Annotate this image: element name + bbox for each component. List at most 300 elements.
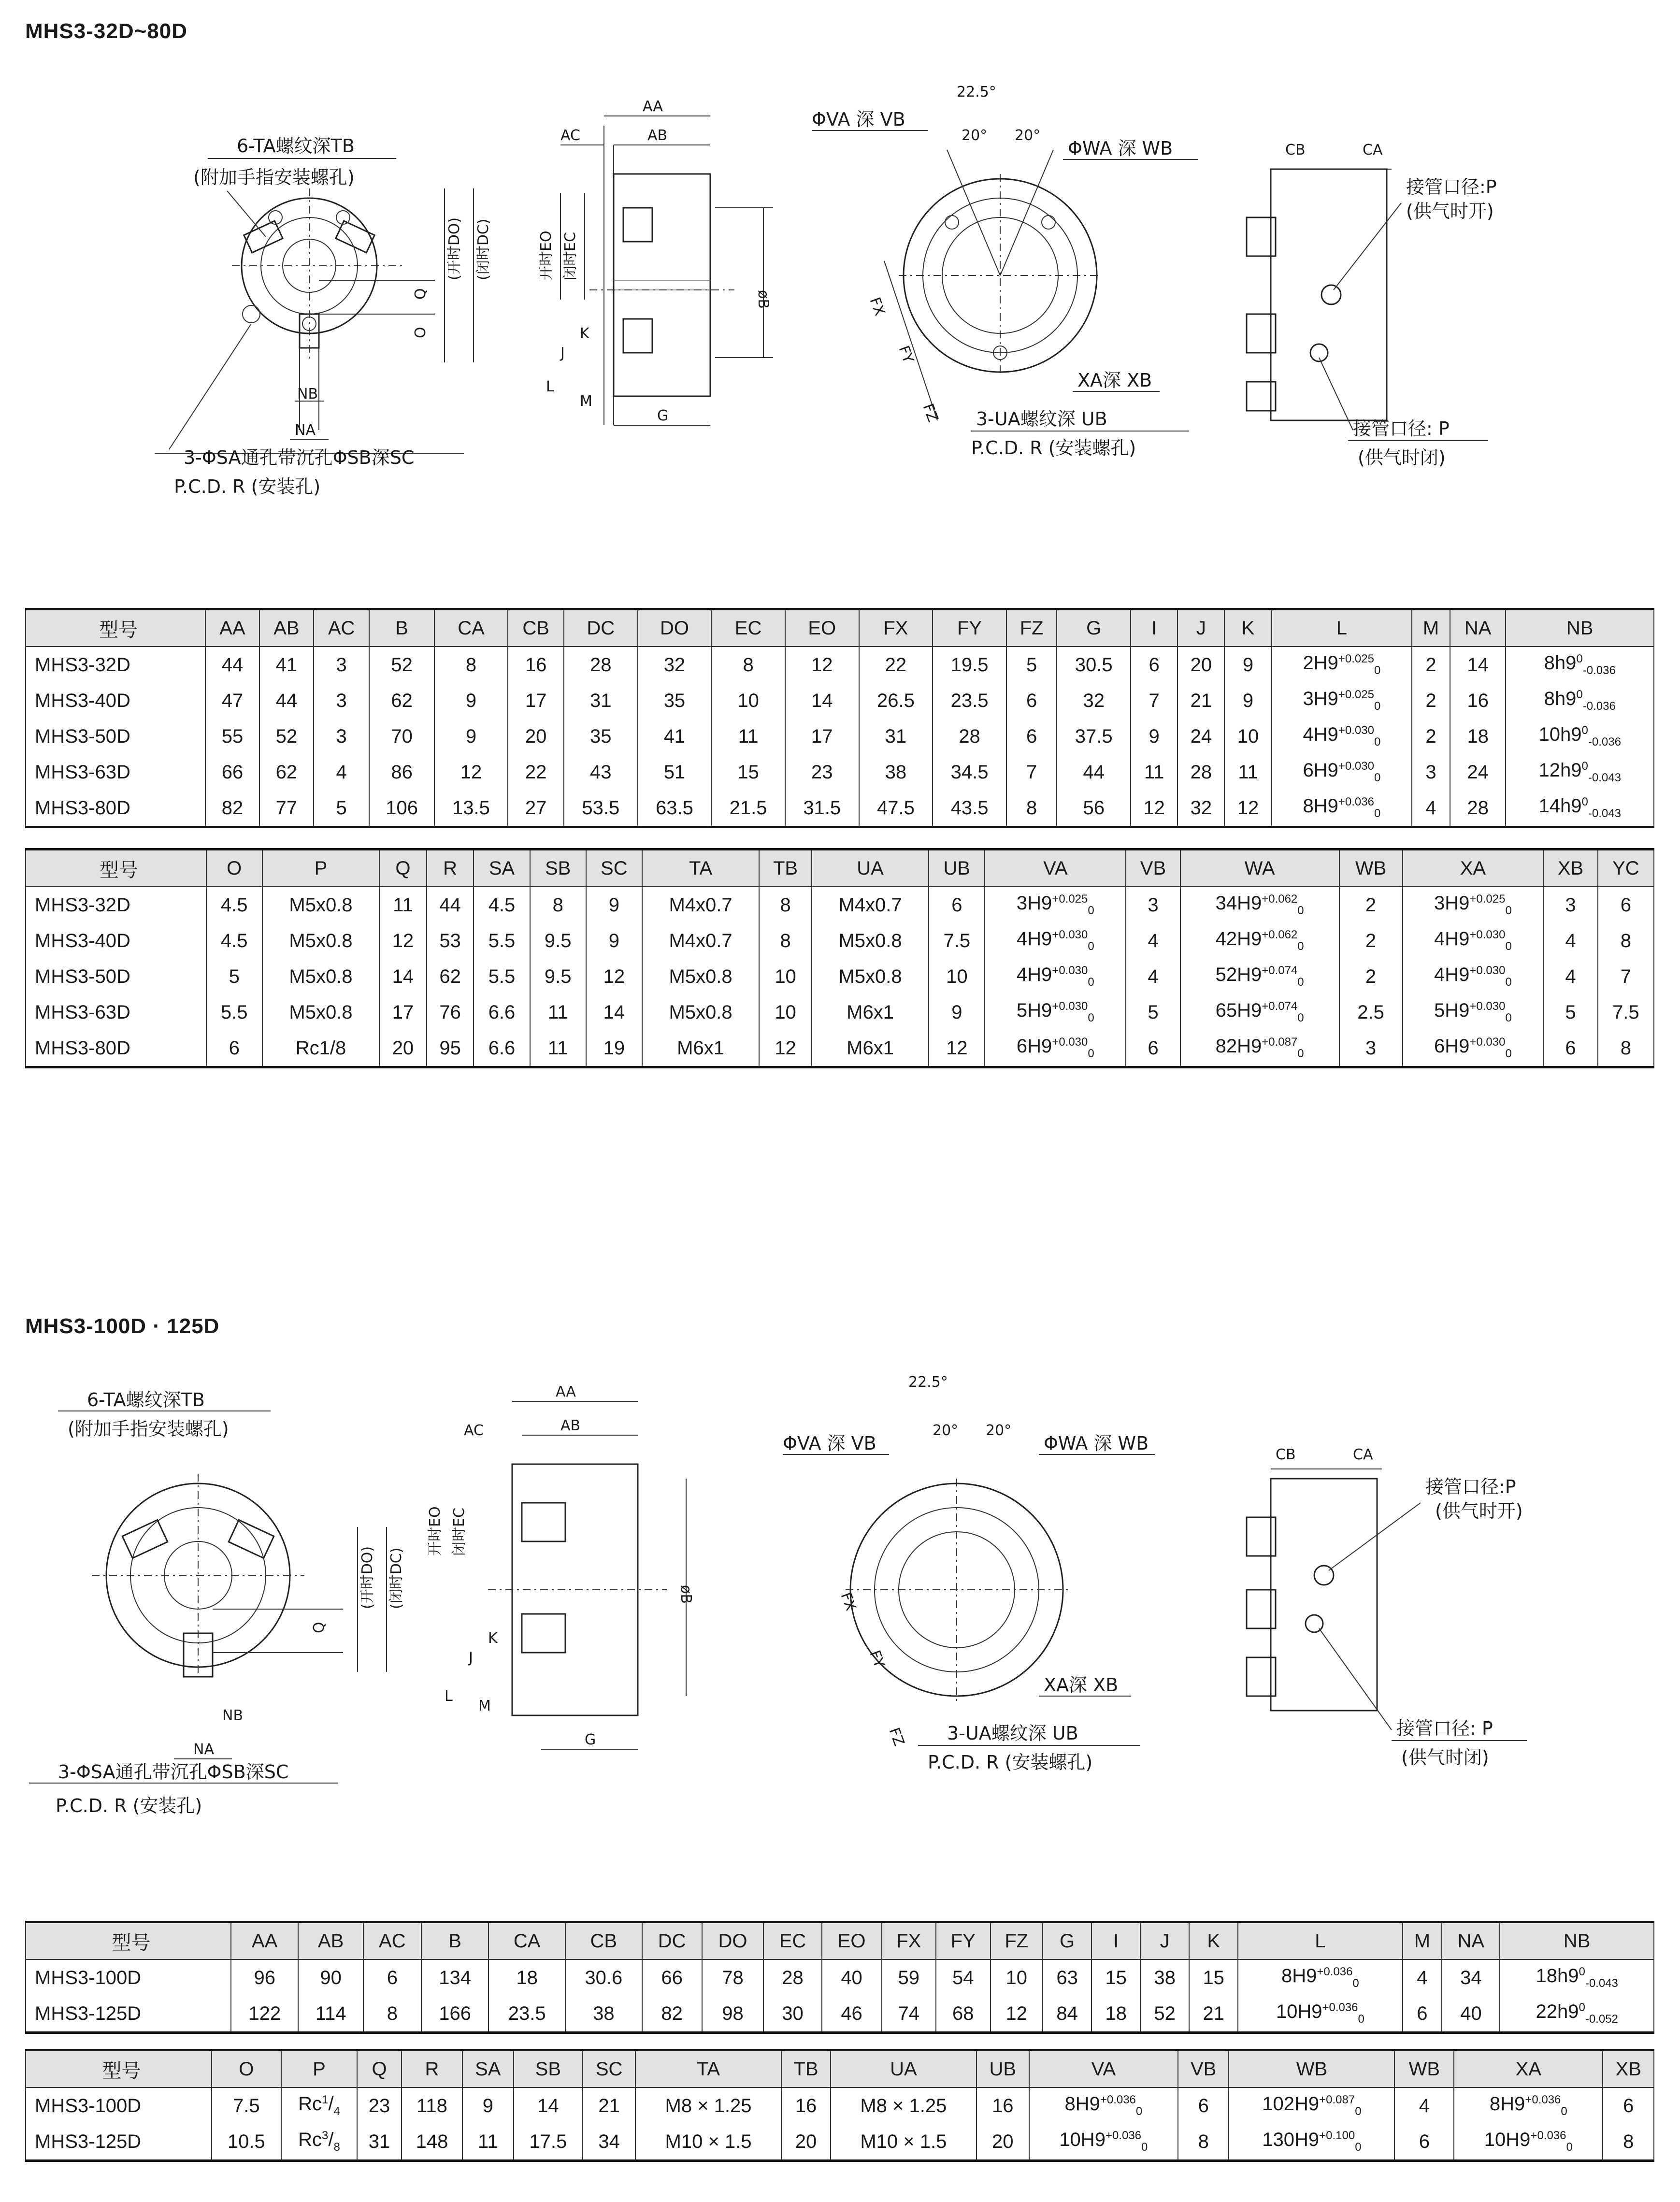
fy-cell: 23.5	[933, 683, 1006, 719]
fy-cell: 68	[936, 1996, 990, 2033]
nb-base: 8h9	[1544, 688, 1577, 709]
na-label: NA	[295, 422, 316, 439]
k-cell: 9	[1224, 647, 1271, 683]
g-cell: 30.5	[1057, 647, 1131, 683]
sa-cell: 4.5	[474, 887, 530, 923]
column-header: NA	[1442, 1922, 1500, 1960]
ub-cell: 12	[929, 1030, 985, 1067]
wa-cell	[1229, 2087, 1394, 2124]
va-base: 8H9	[1064, 2093, 1100, 2115]
model-cell: MHS3-125D	[26, 2124, 212, 2161]
va-lower: 0	[1088, 940, 1094, 953]
p-base: Rc	[298, 2093, 322, 2115]
va-lower: 0	[1088, 1011, 1094, 1024]
column-header: DO	[638, 609, 712, 647]
column-header: SC	[586, 849, 642, 887]
ac-cell: 6	[363, 1959, 421, 1996]
m-label-2: M	[478, 1698, 491, 1714]
do-cell: 41	[638, 719, 712, 754]
l-base: 2H9	[1303, 652, 1338, 674]
ca-label-2: CA	[1353, 1446, 1373, 1463]
p-denominator: 4	[333, 2105, 340, 2118]
p-denominator: 8	[333, 2141, 340, 2154]
column-header: XA	[1454, 2050, 1603, 2088]
o-cell: 10.5	[212, 2124, 281, 2161]
table-row	[26, 790, 1654, 827]
model-cell: MHS3-63D	[26, 994, 206, 1030]
column-header: UA	[812, 849, 929, 887]
k-label: K	[580, 325, 589, 342]
ta-cell: M5x0.8	[642, 994, 759, 1030]
nb-upper: 0	[1581, 760, 1588, 773]
column-header: SA	[462, 2050, 513, 2088]
section-title: MHS3-32D~80D	[25, 19, 188, 43]
o-cell: 4.5	[206, 887, 262, 923]
column-header: O	[206, 849, 262, 887]
wa-base: 52H9	[1215, 964, 1262, 985]
port-open-note-2: (供气时开)	[1435, 1500, 1523, 1522]
yc-cell: 8	[1598, 923, 1654, 959]
wa-lower: 0	[1355, 2105, 1362, 2118]
vb-cell: 4	[1126, 923, 1180, 959]
column-header: I	[1131, 609, 1177, 647]
dc-label-2: (闭时DC)	[388, 1547, 405, 1609]
nb-cell	[1506, 754, 1654, 790]
r-cell: 118	[402, 2087, 462, 2124]
sa-cell: 6.6	[474, 1030, 530, 1067]
table-row	[26, 719, 1654, 754]
fz-cell: 6	[1006, 719, 1057, 754]
column-header: R	[427, 849, 474, 887]
va-upper: +0.036	[1100, 2093, 1136, 2106]
column-header: SB	[530, 849, 586, 887]
nb-lower: -0.043	[1588, 771, 1621, 784]
p-numerator: 3	[322, 2129, 329, 2142]
wa-base: 65H9	[1215, 1000, 1262, 1021]
fx-cell: 22	[859, 647, 933, 683]
port-open-note: (供气时开)	[1406, 201, 1494, 222]
l-lower: 0	[1374, 771, 1381, 784]
ec-cell: 11	[711, 719, 785, 754]
nb-upper: 0	[1579, 2001, 1585, 2014]
va-upper: +0.036	[1105, 2129, 1142, 2142]
dc-cell: 28	[564, 647, 638, 683]
b-cell: 106	[369, 790, 434, 827]
table-row	[26, 1959, 1654, 1996]
ua-cell: M6x1	[812, 1030, 929, 1067]
p-cell: M5x0.8	[262, 923, 379, 959]
tb-cell: 10	[759, 994, 812, 1030]
spec-table-1	[25, 608, 1654, 828]
column-header: FY	[933, 609, 1006, 647]
wa-upper: +0.062	[1262, 892, 1298, 906]
m-cell: 3	[1412, 754, 1450, 790]
q-cell: 23	[357, 2087, 402, 2124]
angle-20a-label: 20°	[962, 127, 988, 144]
angle-20b-label-2: 20°	[986, 1422, 1012, 1439]
xa-cell	[1403, 923, 1544, 959]
side-view-drawing-2	[416, 1382, 715, 1769]
column-header: P	[262, 849, 379, 887]
ab-cell: 44	[259, 683, 314, 719]
ab-cell: 77	[259, 790, 314, 827]
wa-cell	[1180, 1030, 1339, 1067]
eo-label-2: 开时EO	[427, 1506, 444, 1556]
wa-upper: +0.087	[1319, 2093, 1355, 2106]
rear-pcd-label: P.C.D. R (安装螺孔)	[971, 437, 1136, 459]
eo-label: 开时EO	[538, 230, 555, 280]
nb-base: 8h9	[1544, 652, 1577, 674]
wa-cell	[1180, 994, 1339, 1030]
va-cell	[985, 1030, 1126, 1067]
k-label-2: K	[488, 1630, 498, 1647]
xa-base: 6H9	[1434, 1036, 1470, 1057]
column-header: B	[421, 1922, 488, 1960]
va-base: 3H9	[1016, 892, 1052, 914]
fy-label-2: FY	[866, 1648, 888, 1670]
column-header: DC	[564, 609, 638, 647]
va-label: ΦVA 深 VB	[812, 109, 905, 130]
nb-upper: 0	[1576, 652, 1583, 665]
ta-note-label-2: (附加手指安装螺孔)	[68, 1418, 229, 1439]
sa-cell: 9	[462, 2087, 513, 2124]
ca-cell: 9	[434, 683, 508, 719]
l-upper: +0.036	[1317, 1965, 1353, 1978]
sa-cell: 5.5	[474, 923, 530, 959]
sc-cell: 19	[586, 1030, 642, 1067]
r-cell: 53	[427, 923, 474, 959]
fz-label: FZ	[919, 401, 942, 425]
fx-cell: 47.5	[859, 790, 933, 827]
m-cell: 2	[1412, 719, 1450, 754]
table-row	[26, 2087, 1654, 2124]
column-header: G	[1057, 609, 1131, 647]
wa-base: 82H9	[1215, 1036, 1262, 1057]
b-cell: 52	[369, 647, 434, 683]
column-header: J	[1140, 1922, 1189, 1960]
column-header: AA	[231, 1922, 298, 1960]
l-upper: +0.036	[1322, 2001, 1358, 2014]
column-header: UA	[831, 2050, 976, 2088]
fz-label-2: FZ	[885, 1725, 908, 1749]
wa-upper: +0.074	[1262, 1000, 1298, 1013]
xa-upper: +0.030	[1469, 1036, 1506, 1049]
i-cell: 7	[1131, 683, 1177, 719]
fz-cell: 10	[991, 1959, 1043, 1996]
column-header: K	[1189, 1922, 1238, 1960]
ca-cell: 8	[434, 647, 508, 683]
column-header: M	[1412, 609, 1450, 647]
xa-label: XA深 XB	[1077, 370, 1152, 391]
nb-base: 12h9	[1538, 760, 1582, 781]
xa-cell	[1454, 2124, 1603, 2161]
xa-base: 3H9	[1434, 892, 1470, 914]
va-lower: 0	[1088, 976, 1094, 989]
j-cell: 20	[1177, 647, 1224, 683]
vb-cell: 4	[1126, 959, 1180, 994]
sa-label-2: 3-ΦSA通孔带沉孔ΦSB深SC	[58, 1761, 289, 1783]
g-cell: 32	[1057, 683, 1131, 719]
column-header: XA	[1403, 849, 1544, 887]
spec-table-3	[25, 1921, 1654, 2034]
nb-label: NB	[297, 386, 318, 403]
q-cell: 12	[379, 923, 427, 959]
va-cell	[985, 994, 1126, 1030]
va-cell	[1029, 2087, 1178, 2124]
wa-base: 130H9	[1262, 2129, 1320, 2150]
column-header: 型号	[26, 849, 206, 887]
table-row	[26, 994, 1654, 1030]
wa-lower: 0	[1355, 2141, 1362, 2154]
p-cell: $Rc^3/_8$	[281, 2124, 358, 2161]
xa-lower: 0	[1566, 2141, 1573, 2154]
angle-20a-label-2: 20°	[933, 1422, 959, 1439]
xa-lower: 0	[1505, 940, 1512, 953]
ca-cell: 12	[434, 754, 508, 790]
l-base: 10H9	[1276, 2001, 1322, 2022]
q-label-2: Q	[311, 1622, 328, 1633]
vb-cell: 6	[1178, 2087, 1229, 2124]
q-cell: 17	[379, 994, 427, 1030]
tb-cell: 10	[759, 959, 812, 994]
va-lower: 0	[1141, 2141, 1148, 2154]
l-cell	[1238, 1996, 1402, 2033]
column-header: XB	[1543, 849, 1597, 887]
ab-cell: 114	[298, 1996, 363, 2033]
ta-label-2: 6-TA螺纹深TB	[87, 1389, 205, 1410]
ab-cell: 62	[259, 754, 314, 790]
column-header: Q	[379, 849, 427, 887]
ec-cell: 21.5	[711, 790, 785, 827]
sc-cell: 9	[586, 887, 642, 923]
fx-cell: 31	[859, 719, 933, 754]
nb-cell	[1506, 790, 1654, 827]
l-lower: 0	[1374, 735, 1381, 748]
va-cell	[985, 959, 1126, 994]
column-header: CB	[508, 609, 564, 647]
o-cell: 4.5	[206, 923, 262, 959]
fx-label: FX	[866, 295, 889, 318]
column-header: 型号	[26, 1922, 231, 1960]
xa-lower: 0	[1561, 2105, 1567, 2118]
q-cell: 31	[357, 2124, 402, 2161]
xa-lower: 0	[1505, 976, 1512, 989]
r-cell: 76	[427, 994, 474, 1030]
nb-lower: -0.036	[1588, 735, 1621, 748]
ub-cell: 20	[976, 2124, 1029, 2161]
wb-cell: 6	[1394, 2124, 1454, 2161]
ca-cell: 9	[434, 719, 508, 754]
g-cell: 44	[1057, 754, 1131, 790]
p-numerator: 1	[322, 2093, 329, 2106]
ta-cell: M4x0.7	[642, 887, 759, 923]
ec-cell: 8	[711, 647, 785, 683]
va-lower: 0	[1088, 1047, 1094, 1060]
g-cell: 56	[1057, 790, 1131, 827]
l-label-2: L	[445, 1688, 453, 1705]
column-header: L	[1238, 1922, 1402, 1960]
do-cell: 63.5	[638, 790, 712, 827]
l-lower: 0	[1374, 700, 1381, 713]
l-lower: 0	[1374, 807, 1381, 820]
xa-cell	[1403, 959, 1544, 994]
wa-base: 102H9	[1262, 2093, 1320, 2115]
sb-cell: 8	[530, 887, 586, 923]
do-cell: 35	[638, 683, 712, 719]
l-cell	[1272, 719, 1412, 754]
xa-cell	[1403, 994, 1544, 1030]
column-header: TB	[781, 2050, 831, 2088]
l-cell	[1272, 754, 1412, 790]
angle-225-label: 22.5°	[957, 84, 996, 101]
ec-label-2: 闭时EC	[451, 1508, 468, 1556]
xa-upper: +0.030	[1469, 1000, 1506, 1013]
j-cell: 21	[1177, 683, 1224, 719]
l-lower: 0	[1374, 664, 1381, 677]
nb-lower: -0.036	[1582, 664, 1616, 677]
ab-cell: 41	[259, 647, 314, 683]
model-cell: MHS3-40D	[26, 923, 206, 959]
o-label: O	[412, 327, 429, 338]
nb-base: 22h9	[1536, 2001, 1579, 2022]
wa-label-2: ΦWA 深 WB	[1044, 1433, 1149, 1454]
model-cell: MHS3-40D	[26, 683, 205, 719]
column-header: FZ	[1006, 609, 1057, 647]
sc-cell: 21	[583, 2087, 635, 2124]
k-cell: 21	[1189, 1996, 1238, 2033]
column-header: XB	[1603, 2050, 1654, 2088]
tb-cell: 12	[759, 1030, 812, 1067]
l-base: 8H9	[1303, 795, 1338, 817]
wa-cell	[1180, 923, 1339, 959]
va-base: 10H9	[1059, 2129, 1106, 2150]
ta-cell: M6x1	[642, 1030, 759, 1067]
column-header: UB	[976, 2050, 1029, 2088]
ua-cell: M10 × 1.5	[831, 2124, 976, 2161]
fx-cell: 59	[882, 1959, 936, 1996]
l-upper: +0.025	[1338, 688, 1374, 701]
k-cell: 9	[1224, 683, 1271, 719]
j-cell: 52	[1140, 1996, 1189, 2033]
r-cell: 95	[427, 1030, 474, 1067]
xa-upper: +0.036	[1530, 2129, 1566, 2142]
va-cell	[1029, 2124, 1178, 2161]
column-header: EC	[711, 609, 785, 647]
nb-cell	[1506, 647, 1654, 683]
fz-cell: 8	[1006, 790, 1057, 827]
port-close-label: 接管口径: P	[1353, 418, 1450, 439]
xb-cell: 6	[1543, 1030, 1597, 1067]
l-base: 8H9	[1281, 1965, 1317, 1986]
ua-cell: M5x0.8	[812, 959, 929, 994]
ta-cell: M4x0.7	[642, 923, 759, 959]
xa-label-2: XA深 XB	[1044, 1674, 1119, 1696]
vb-cell: 5	[1126, 994, 1180, 1030]
column-header: VB	[1178, 2050, 1229, 2088]
port-close-label-2: 接管口径: P	[1396, 1718, 1493, 1739]
l-base: 4H9	[1303, 724, 1338, 745]
va-base: 4H9	[1016, 964, 1052, 985]
k-cell: 12	[1224, 790, 1271, 827]
r-cell: 62	[427, 959, 474, 994]
column-header: VA	[985, 849, 1126, 887]
na-cell: 14	[1450, 647, 1506, 683]
i-cell: 12	[1131, 790, 1177, 827]
b-cell: 70	[369, 719, 434, 754]
column-header: SC	[583, 2050, 635, 2088]
column-header: NB	[1500, 1922, 1654, 1960]
column-header: FY	[936, 1922, 990, 1960]
dc-cell: 35	[564, 719, 638, 754]
ec-cell: 10	[711, 683, 785, 719]
wa-cell	[1229, 2124, 1394, 2161]
va-base: 5H9	[1016, 1000, 1052, 1021]
wa-upper: +0.062	[1262, 928, 1298, 941]
tb-cell: 8	[759, 923, 812, 959]
o-cell: 5	[206, 959, 262, 994]
xb-cell: 6	[1603, 2087, 1654, 2124]
ca-cell: 13.5	[434, 790, 508, 827]
column-header: WA	[1180, 849, 1339, 887]
l-cell	[1272, 683, 1412, 719]
front-view-drawing	[155, 130, 503, 507]
p-cell: Rc1/8	[262, 1030, 379, 1067]
aa-cell: 66	[205, 754, 259, 790]
o-cell: 6	[206, 1030, 262, 1067]
j-cell: 38	[1140, 1959, 1189, 1996]
q-cell: 11	[379, 887, 427, 923]
g-label: G	[657, 407, 669, 424]
wa-cell	[1180, 959, 1339, 994]
column-header: M	[1403, 1922, 1442, 1960]
spec-table-2	[25, 848, 1654, 1068]
xa-cell	[1454, 2087, 1603, 2124]
p-cell: M5x0.8	[262, 887, 379, 923]
wb-cell: 3	[1339, 1030, 1403, 1067]
l-cell	[1272, 790, 1412, 827]
p-cell: M5x0.8	[262, 994, 379, 1030]
do-label: (开时DO)	[446, 217, 463, 280]
column-header: WB	[1394, 2050, 1454, 2088]
table-row	[26, 1030, 1654, 1067]
column-header: K	[1224, 609, 1271, 647]
sb-cell: 9.5	[530, 923, 586, 959]
sc-cell: 12	[586, 959, 642, 994]
q-label: Q	[412, 288, 429, 300]
m-cell: 2	[1412, 647, 1450, 683]
model-cell: MHS3-80D	[26, 1030, 206, 1067]
ta-cell: M5x0.8	[642, 959, 759, 994]
column-header: DO	[702, 1922, 764, 1960]
ec-cell: 28	[763, 1959, 821, 1996]
column-header: VB	[1126, 849, 1180, 887]
model-cell: MHS3-100D	[26, 1959, 231, 1996]
ac-cell: 3	[314, 647, 370, 683]
wa-upper: +0.100	[1319, 2129, 1355, 2142]
column-header: TB	[759, 849, 812, 887]
wa-lower: 0	[1297, 940, 1304, 953]
model-cell: MHS3-32D	[26, 887, 206, 923]
wa-base: 34H9	[1215, 892, 1262, 914]
ac-label: AC	[560, 127, 580, 144]
column-header: 型号	[26, 609, 205, 647]
column-header: EO	[785, 609, 859, 647]
cb-label: CB	[1285, 142, 1306, 158]
ec-label: 闭时EC	[562, 232, 579, 280]
model-cell: MHS3-50D	[26, 959, 206, 994]
na-cell: 16	[1450, 683, 1506, 719]
dc-cell: 82	[642, 1996, 702, 2033]
